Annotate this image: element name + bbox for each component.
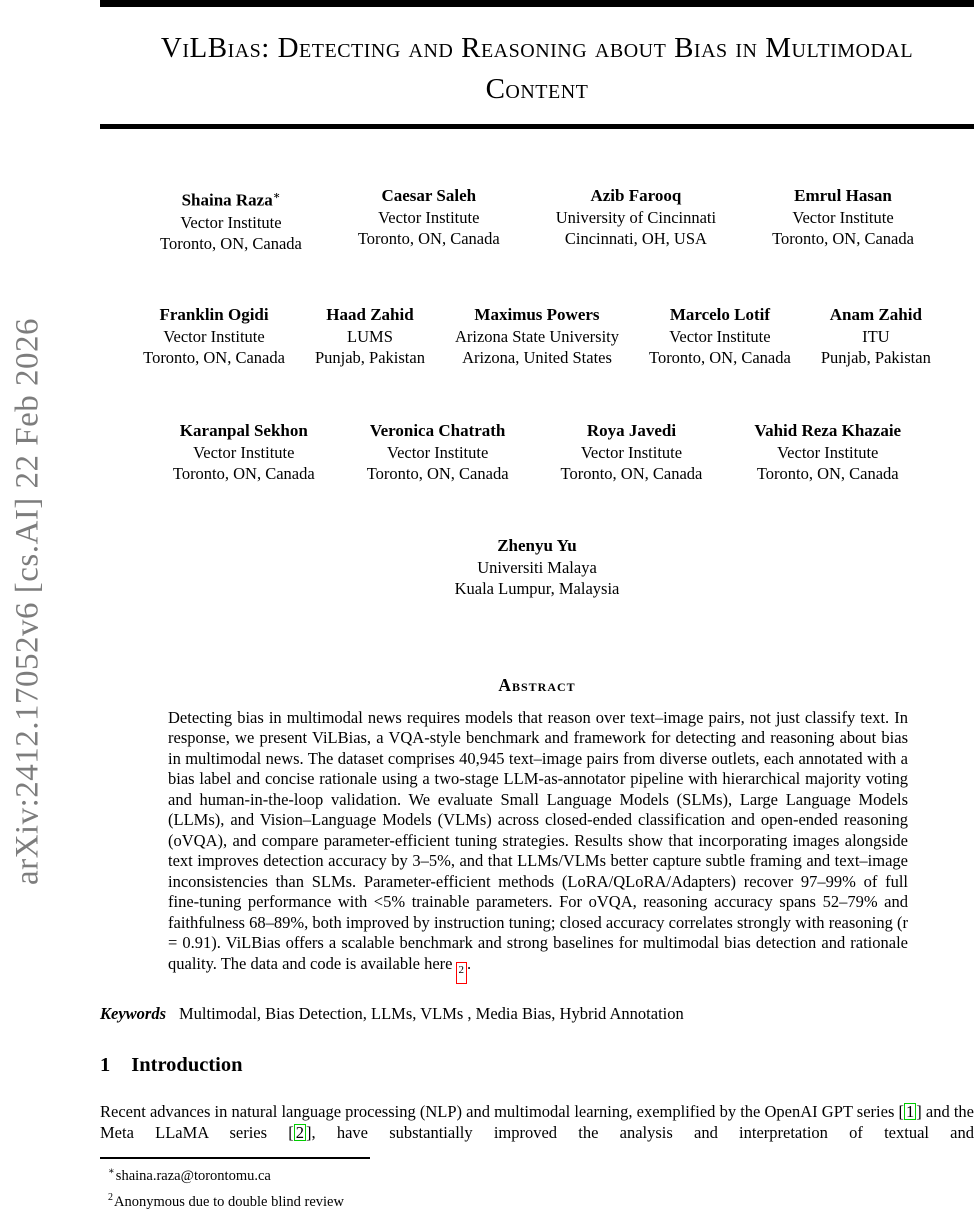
author-card xyxy=(455,535,620,599)
author-name: Roya Javedi xyxy=(586,420,677,440)
footnote-text: shaina.raza@torontomu.ca xyxy=(115,1167,271,1184)
abstract-text xyxy=(168,708,908,984)
footnote-rule xyxy=(100,1157,370,1159)
footnote-marker: 2 xyxy=(108,1192,113,1204)
author-affiliation: Vector Institute xyxy=(580,442,683,462)
author-location: Toronto, ON, Canada xyxy=(772,229,914,248)
arxiv-watermark: arXiv:2412.17052v6 [cs.AI] 22 Feb 2026 xyxy=(9,317,46,886)
author-name: Vahid Reza Khazaie xyxy=(754,420,902,440)
author-location: Toronto, ON, Canada xyxy=(172,463,315,483)
author-location: Cincinnati, OH, USA xyxy=(564,229,707,248)
author-affiliation: Vector Institute xyxy=(669,326,771,346)
author-name: Veronica Chatrath xyxy=(369,420,506,440)
intro-text-1: Recent advances in natural language processing (NLP) and multimodal learning, exemplified by the OpenAI GPT series [ xyxy=(100,1101,904,1121)
author-card xyxy=(173,420,315,484)
citation-link-2[interactable]: 2 xyxy=(295,1123,305,1143)
paper-title: ViLBias: Detecting and Reasoning about Bias in Multimodal Content xyxy=(160,32,914,105)
author-card xyxy=(821,304,931,368)
author-card xyxy=(561,420,703,484)
author-affiliation: Vector Institute xyxy=(777,442,879,462)
author-affiliation: Vector Institute xyxy=(387,442,489,462)
author-card xyxy=(649,304,791,368)
intro-paragraph xyxy=(100,1101,974,1144)
author-location: Toronto, ON, Canada xyxy=(756,463,899,483)
author-location: Punjab, Pakistan xyxy=(820,347,931,367)
author-location: Punjab, Pakistan xyxy=(314,347,425,367)
author-card xyxy=(315,304,425,368)
abstract-period: . xyxy=(467,953,472,973)
author-marker: ∗ xyxy=(272,190,281,202)
author-location: Toronto, ON, Canada xyxy=(143,347,285,367)
author-card xyxy=(358,185,500,254)
author-affiliation: Arizona State University xyxy=(454,326,620,346)
footnote-marker: ∗ xyxy=(108,1165,115,1177)
author-card xyxy=(455,304,619,368)
author-affiliation: Vector Institute xyxy=(180,212,282,232)
author-affiliation: Vector Institute xyxy=(193,442,295,462)
abstract-footnote-ref-link[interactable]: 2 xyxy=(456,962,468,984)
author-card xyxy=(556,185,716,254)
author-affiliation: ITU xyxy=(862,326,890,346)
authors-row-2 xyxy=(100,304,974,368)
keywords-label: Keywords xyxy=(100,1003,166,1023)
author-name: Haad Zahid xyxy=(326,304,414,324)
author-name xyxy=(160,185,302,212)
author-card xyxy=(754,420,901,484)
footnote-text: Anonymous due to double blind review xyxy=(114,1194,344,1211)
author-affiliation: LUMS xyxy=(347,326,393,346)
author-location: Arizona, United States xyxy=(462,347,612,367)
section-number: 1 xyxy=(100,1053,111,1076)
title-rule-top xyxy=(100,0,974,7)
author-name: Caesar Saleh xyxy=(381,186,477,205)
author-name: Maximus Powers xyxy=(474,304,600,324)
intro-text-3: ], have substantially improved the analysis and interpretation of textual and xyxy=(306,1123,974,1143)
author-name: Azib Farooq xyxy=(590,186,682,205)
author-name: Franklin Ogidi xyxy=(159,304,269,324)
title-rule-bottom xyxy=(100,124,974,129)
author-affiliation: University of Cincinnati xyxy=(555,208,717,227)
author-name: Emrul Hasan xyxy=(794,186,892,205)
author-name: Zhenyu Yu xyxy=(497,535,577,555)
author-name: Anam Zahid xyxy=(829,304,922,324)
section-title: Introduction xyxy=(131,1053,243,1076)
keywords-line xyxy=(100,1004,974,1024)
citation-link-1[interactable]: 1 xyxy=(906,1101,915,1121)
author-location: Toronto, ON, Canada xyxy=(366,463,509,483)
author-card xyxy=(143,304,285,368)
author-card xyxy=(160,185,302,254)
author-affiliation: Universiti Malaya xyxy=(477,557,597,577)
author-card xyxy=(367,420,509,484)
author-location: Kuala Lumpur, Malaysia xyxy=(454,578,620,598)
section-heading-introduction xyxy=(100,1054,974,1077)
author-affiliation: Vector Institute xyxy=(792,208,894,227)
author-name-text: Shaina Raza xyxy=(181,190,273,210)
author-location: Toronto, ON, Canada xyxy=(160,233,302,253)
authors-row-1 xyxy=(100,185,974,254)
footnote-email xyxy=(100,1162,974,1186)
authors-row-3 xyxy=(100,420,974,484)
author-card xyxy=(772,185,914,254)
author-affiliation: Vector Institute xyxy=(378,208,480,227)
author-location: Toronto, ON, Canada xyxy=(357,229,500,248)
paper-content xyxy=(100,0,974,1212)
footnote-anonymous xyxy=(100,1188,974,1212)
intro-text-2: ] and the Meta LLaMA series [ xyxy=(100,1101,974,1143)
abstract-heading: Abstract xyxy=(498,674,576,695)
abstract-body: Detecting bias in multimodal news requires models that reason over text–image pairs, not just classify text. In response, we present ViLBias, a VQA-style benchmark and framework for detecting and reasoning about bias in multimodal news. The dataset comprises 40,945 text–image pairs from diverse outlets, each annotated with a bias label and concise rationale using a two-stage LLM-as-annotator pipeline with hierarchical majority voting and human-in-the-loop validation. We evaluate Small Language Models (SLMs), Large Language Models (LLMs), and Vision–Language Models (VLMs) across closed-ended classification and open-ended reasoning (oVQA), and compare parameter-efficient tuning strategies. Results show that incorporating images alongside text improves detection accuracy by 3–5%, and that LLMs/VLMs better capture subtle framing and text–image inconsistencies than SLMs. Parameter-efficient methods (LoRA/QLoRA/Adapters) recover 97–99% of full fine-tuning performance with <5% trainable parameters. For oVQA, reasoning accuracy spans 52–79% and faithfulness 68–89%, both improved by instruction tuning; closed accuracy correlates strongly with reasoning (r = 0.91). ViLBias offers a scalable benchmark and strong baselines for multimodal bias detection and rationale quality. The data and code is available here xyxy=(168,707,908,973)
author-name: Karanpal Sekhon xyxy=(179,420,308,440)
author-name: Marcelo Lotif xyxy=(669,304,771,324)
keywords-list: Multimodal, Bias Detection, LLMs, VLMs , Media Bias, Hybrid Annotation xyxy=(179,1003,684,1023)
author-location: Toronto, ON, Canada xyxy=(560,463,703,483)
author-affiliation: Vector Institute xyxy=(163,326,265,346)
author-location: Toronto, ON, Canada xyxy=(649,347,791,367)
authors-row-4 xyxy=(100,535,974,599)
